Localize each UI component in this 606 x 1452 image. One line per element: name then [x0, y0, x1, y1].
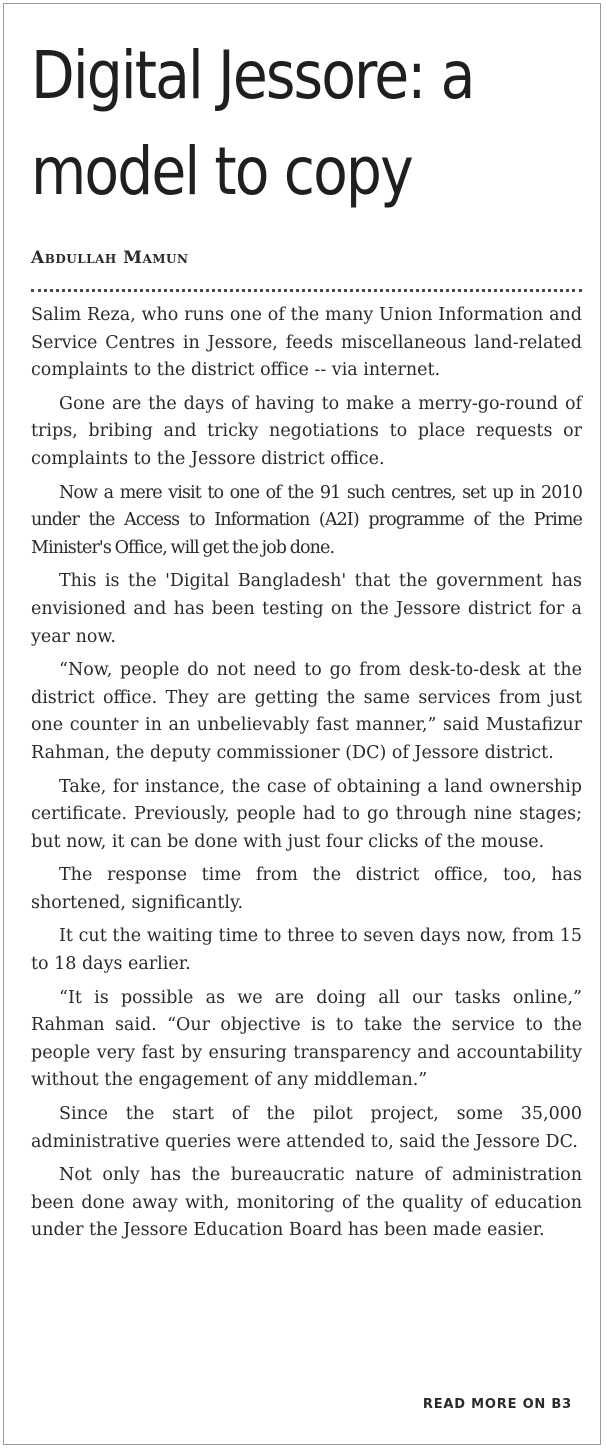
paragraph: This is the 'Digital Bangladesh' that the government has envisioned and has been testing on the Jessore district for a year now.	[31, 571, 582, 647]
paragraph: It cut the waiting time to three to seven days now, from 15 to 18 days earlier.	[31, 926, 582, 975]
paragraph: “Now, people do not need to go from desk-to-desk at the district office. They are getting the same services from just one counter in an unbelievably fast manner,” said Mustafizur Rahman, the deputy commissioner (DC) of Jessore district.	[31, 660, 582, 763]
headline: Digital Jessore: a model to copy	[31, 37, 474, 210]
paragraph: “It is possible as we are doing all our tasks online,” Rahman said. “Our objective is to take the service to the people very fast by ensuring transparency and accountability without the engagement of any middleman.”	[31, 987, 582, 1091]
paragraph: Gone are the days of having to make a merry-go-round of trips, bribing and tricky negotiations to place requests or complaints to the Jessore district office.	[31, 393, 582, 469]
paragraph: Take, for instance, the case of obtaining a land ownership certificate. Previously, people had to go through nine stages; but now, it can be done with just four clicks of the mouse.	[31, 776, 582, 852]
dotted-divider	[31, 289, 582, 292]
paragraph: Not only has the bureaucratic nature of administration been done away with, monitoring of the quality of education under the Jessore Education Board has been made easier.	[31, 1165, 582, 1241]
paragraph: Since the start of the pilot project, some 35,000 administrative queries were attended to, said the Jessore DC.	[31, 1104, 582, 1152]
article-body	[31, 302, 582, 1251]
byline: Abdullah Mamun	[31, 248, 189, 268]
paragraph: Now a mere visit to one of the 91 such centres, set up in 2010 under the Access to Information (A2I) programme of the Prime Minister's Office, will get the job done.	[31, 482, 582, 558]
paragraph: The response time from the district office, too, has shortened, significantly.	[31, 865, 582, 913]
article-frame	[3, 3, 601, 1445]
read-more-link[interactable]: READ MORE ON B3	[422, 1397, 572, 1412]
paragraph: Salim Reza, who runs one of the many Union Information and Service Centres in Jessore, feeds miscellaneous land-related complaints to the district office -- via internet.	[31, 305, 582, 381]
